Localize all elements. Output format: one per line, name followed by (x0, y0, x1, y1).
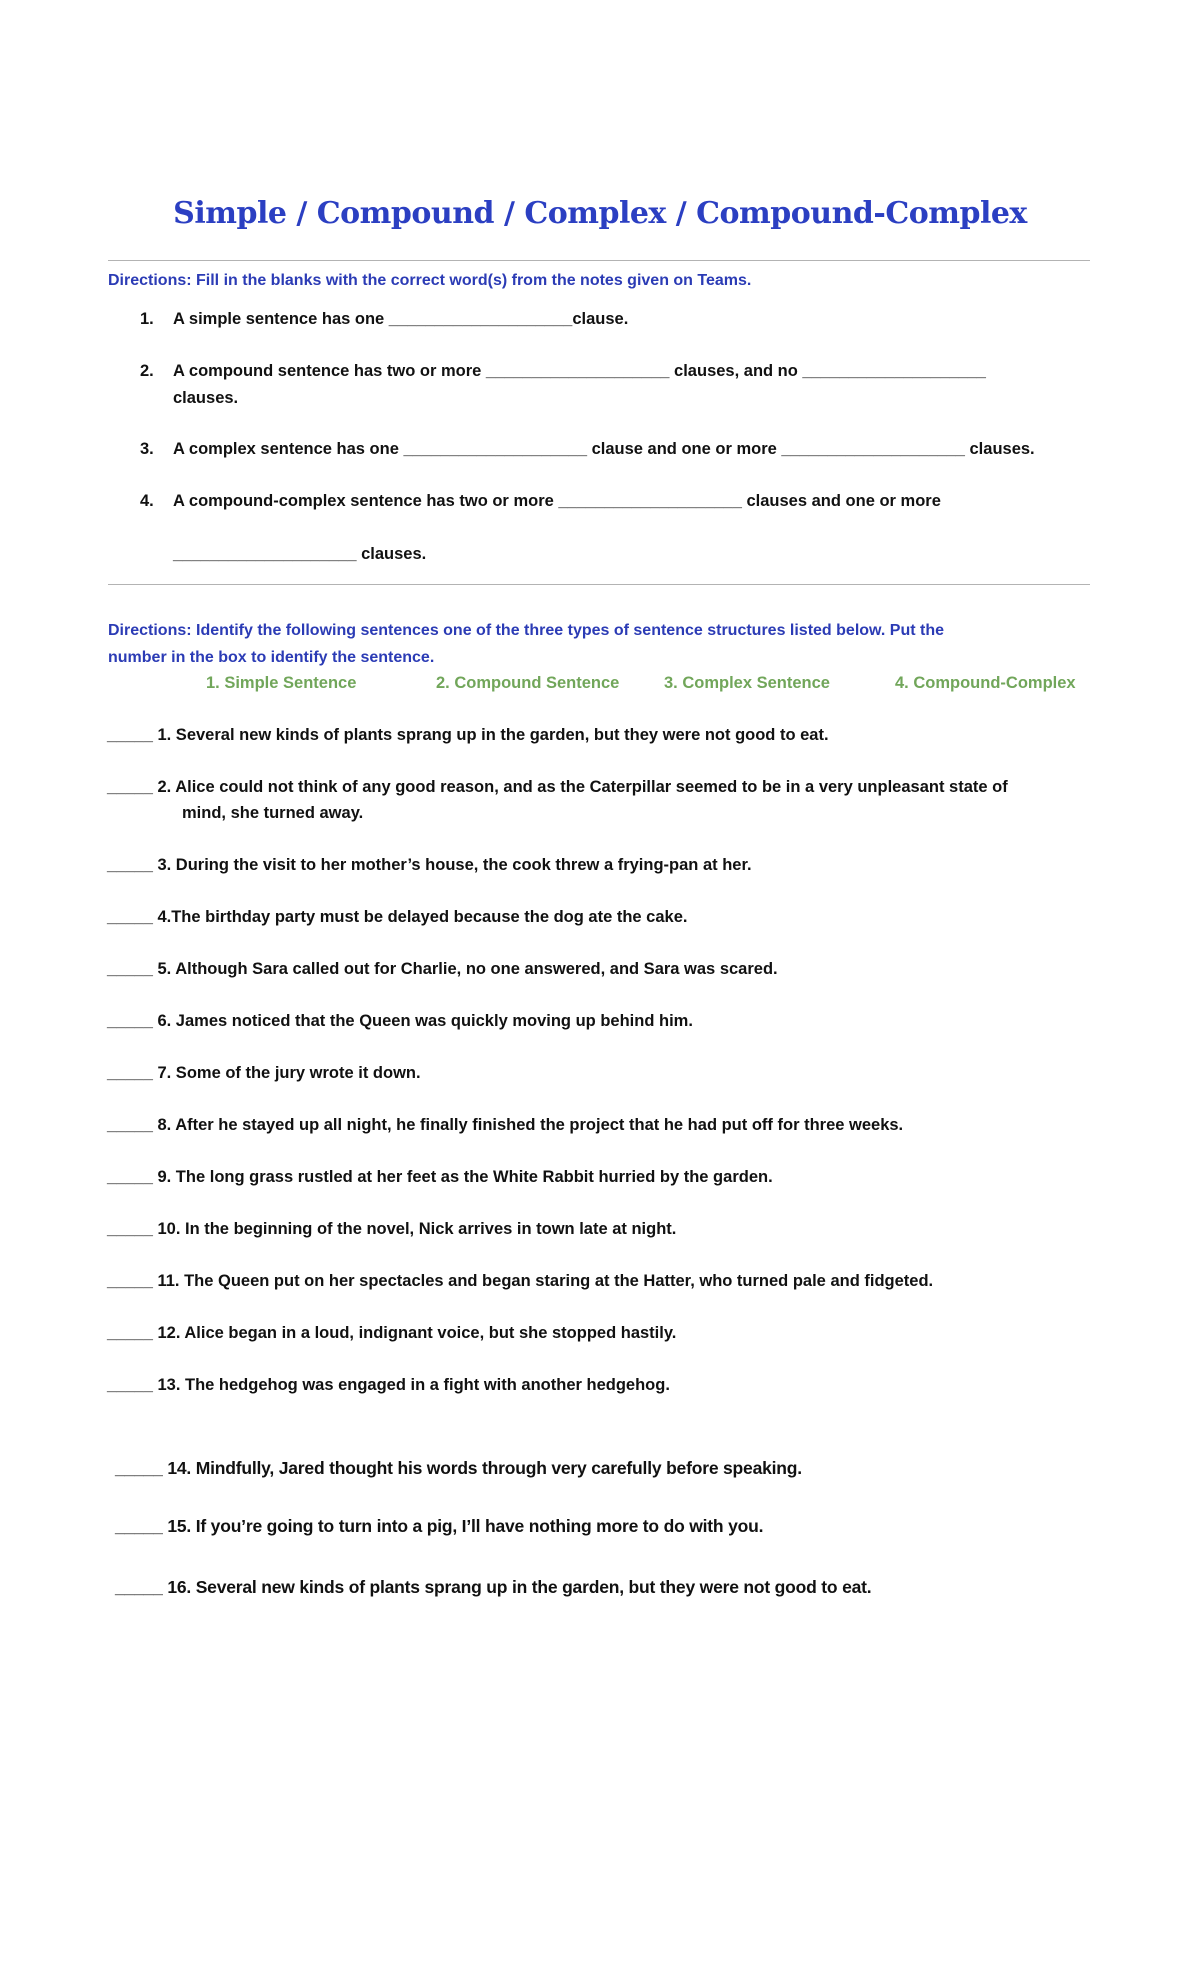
fill-item-text: A complex sentence has one ____________________ clause and one or more ____________________ clauses. (173, 440, 1035, 458)
fill-item-number: 3. (140, 440, 154, 458)
fill-item-text-continued: ____________________ clauses. (173, 545, 427, 563)
sentence-item: _____ 2. Alice could not think of any good reason, and as the Caterpillar seemed to be in a very unpleasant state of (107, 778, 1008, 796)
sentence-item: _____ 14. Mindfully, Jared thought his words through very carefully before speaking. (115, 1458, 802, 1478)
fill-item-text: A simple sentence has one ____________________clause. (173, 310, 629, 328)
sentence-item: _____ 16. Several new kinds of plants sprang up in the garden, but they were not good to eat. (115, 1577, 872, 1597)
type-simple: 1. Simple Sentence (206, 674, 357, 692)
sentence-item: _____ 1. Several new kinds of plants sprang up in the garden, but they were not good to eat. (107, 726, 829, 744)
type-compound-complex: 4. Compound-Complex (895, 674, 1076, 692)
type-compound: 2. Compound Sentence (436, 674, 620, 692)
sentence-item: _____ 7. Some of the jury wrote it down. (107, 1064, 421, 1082)
sentence-item: _____ 6. James noticed that the Queen was quickly moving up behind him. (107, 1012, 693, 1030)
sentence-item: _____ 11. The Queen put on her spectacles and began staring at the Hatter, who turned pale and fidgeted. (107, 1272, 934, 1290)
sentence-item-continued: mind, she turned away. (182, 804, 364, 822)
sentence-item: _____ 8. After he stayed up all night, he finally finished the project that he had put off for three weeks. (107, 1116, 904, 1134)
directions-fill-blanks: Directions: Fill in the blanks with the correct word(s) from the notes given on Teams. (108, 272, 752, 289)
sentence-item: _____ 15. If you’re going to turn into a pig, I’ll have nothing more to do with you. (115, 1516, 764, 1536)
sentence-item: _____ 13. The hedgehog was engaged in a fight with another hedgehog. (107, 1376, 670, 1394)
sentence-item: _____ 10. In the beginning of the novel, Nick arrives in town late at night. (107, 1220, 677, 1238)
fill-item-number: 2. (140, 362, 154, 380)
sentence-item: _____ 9. The long grass rustled at her feet as the White Rabbit hurried by the garden. (107, 1168, 773, 1186)
fill-item-text: A compound sentence has two or more ____________________ clauses, and no ____________________ (173, 362, 986, 380)
divider (108, 260, 1090, 261)
directions-identify-continued: number in the box to identify the sentence. (108, 649, 435, 666)
fill-item-text: A compound-complex sentence has two or more ____________________ clauses and one or more (173, 492, 941, 510)
sentence-item: _____ 4.The birthday party must be delayed because the dog ate the cake. (107, 908, 688, 926)
page-title: Simple / Compound / Complex / Compound-Complex (173, 196, 1027, 231)
directions-identify: Directions: Identify the following sentences one of the three types of sentence structures listed below. Put the (108, 622, 944, 639)
fill-item-number: 4. (140, 492, 154, 510)
sentence-item: _____ 5. Although Sara called out for Charlie, no one answered, and Sara was scared. (107, 960, 778, 978)
fill-item-number: 1. (140, 310, 154, 328)
sentence-item: _____ 3. During the visit to her mother’s house, the cook threw a frying-pan at her. (107, 856, 752, 874)
type-complex: 3. Complex Sentence (664, 674, 830, 692)
fill-item-text-continued: clauses. (173, 389, 239, 407)
divider (108, 584, 1090, 585)
sentence-item: _____ 12. Alice began in a loud, indignant voice, but she stopped hastily. (107, 1324, 677, 1342)
